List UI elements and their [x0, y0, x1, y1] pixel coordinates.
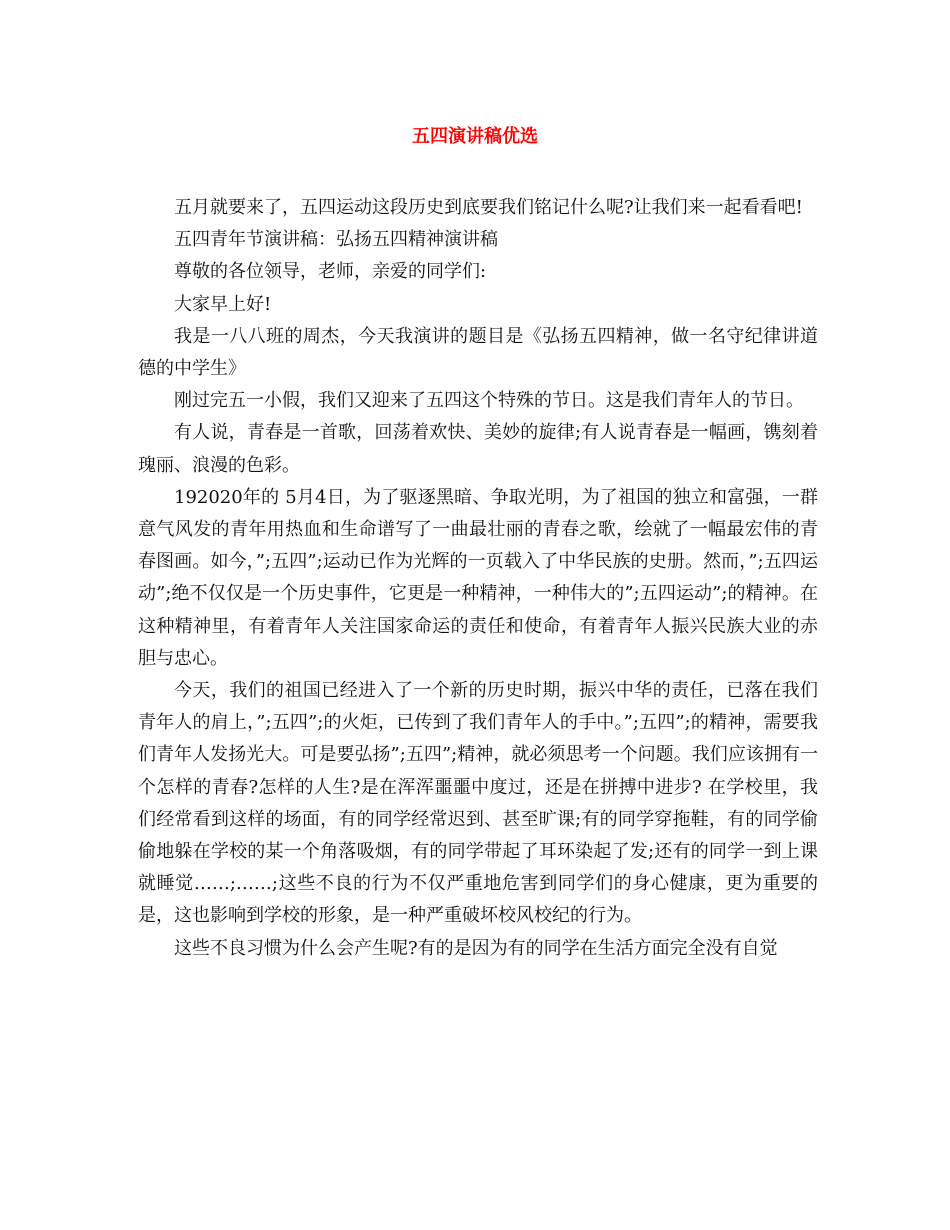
document-body — [138, 192, 818, 965]
document-title: 五四演讲稿优选 — [412, 126, 538, 147]
paragraph: 尊敬的各位领导，老师，亲爱的同学们: — [174, 261, 487, 283]
paragraph: 五月就要来了，五四运动这段历史到底要我们铭记什么呢?让我们来一起看看吧! — [174, 197, 803, 218]
paragraph: 刚过完五一小假，我们又迎来了五四这个特殊的节日。这是我们青年人的节日。 — [174, 390, 804, 412]
paragraph: 今天，我们的祖国已经进入了一个新的历史时期，振兴中华的责任，已落在我们青年人的肩上，”;五四”;的火炬，已传到了我们青年人的手中。”;五四”;的精神，需要我们青年人发扬光大。可是要弘扬”;五四”;精神，就必须思考一个问题。我们应该拥有一个怎样的青春?怎样的人生?是在浑浑噩噩中度过，还是在拼搏中进步? 在学校里，我们经常看到这样的场面，有的同学经常迟到、甚至旷课;有的同学穿拖鞋，有的同学偷偷地躲在学校的某一个角落吸烟，有的同学带起了耳环染起了发;还有的同学一到上课就睡觉……;……;这些不良的行为不仅严重地危害到同学们的身心健康，更为重要的是，这也影响到学校的形象，是一种严重破坏校风校纪的行为。 — [138, 680, 818, 927]
paragraph: 五四青年节演讲稿：弘扬五四精神演讲稿 — [174, 229, 498, 251]
paragraph: 有人说，青春是一首歌，回荡着欢快、美妙的旋律;有人说青春是一幅画，镌刻着瑰丽、浪漫的色彩。 — [138, 422, 818, 476]
paragraph: 我是一八八班的周杰，今天我演讲的题目是《弘扬五四精神，做一名守纪律讲道德的中学生》 — [138, 325, 818, 380]
paragraph: 192020年的 5月4日，为了驱逐黑暗、争取光明，为了祖国的独立和富强，一群意气风发的青年用热血和生命谱写了一曲最壮丽的青春之歌，绘就了一幅最宏伟的青春图画。如今，”;五四”;运动已作为光辉的一页载入了中华民族的史册。然而，”;五四运动”;绝不仅仅是一个历史事件，它更是一种精神，一种伟大的”;五四运动”;的精神。在这种精神里，有着青年人关注国家命运的责任和使命，有着青年人振兴民族大业的赤胆与忠心。 — [138, 486, 818, 669]
paragraph: 这些不良习惯为什么会产生呢?有的是因为有的同学在生活方面完全没有自觉 — [174, 937, 778, 959]
paragraph: 大家早上好! — [174, 293, 272, 315]
